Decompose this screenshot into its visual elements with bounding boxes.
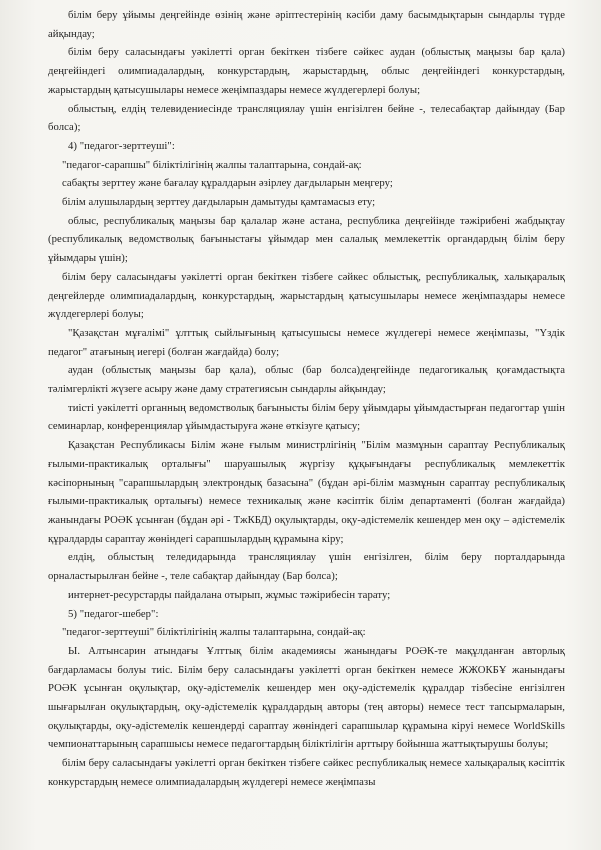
paragraph-7: білім алушылардың зерттеу дағдыларын дамытуды қамтамасыз ету; — [62, 196, 376, 209]
paragraph-18: Ы. Алтынсарин атындағы Ұлттық білім академиясы жанындағы РОӘК-те мақұлданған авторлық бағдарламасы болуы тиіс. Білім беру саласындағы уәкілетті орган бекіткен немесе ЖЖОКБҰ жанындағы РОӘК ұсынған оқулықтар, оқу-әдістемелік кешендер мен оқу-әдістемелік құралдар тізбесіне енгізілген шығарылған оқулықтардың, оқу-әдістемелік құралдардың авторы (тең авторы) немесе тест тапсырмаларын, оқулықтарды, оқу-әдістемелік кешендердi сараптау жөніндегі сарапшылар құрамына кіруі немесе WorldSkills чемпионаттарының сарапшысы немесе педагогтардың біліктілігін арттыру бойынша жаттықтырушы болуы; — [48, 644, 565, 751]
paragraph-11: аудан (облыстық маңызы бар қала), облыс (бар болса)деңгейінде педагогикалық қоғамдастықта тәлімгерлікті жүзеге асыру және даму стратегиясын сындарлы айқындау; — [48, 364, 565, 396]
paragraph-12: тиісті уәкілетті органның ведомстволық бағынысты білім беру ұйымдары ұйымдастырған педагогтар үшін семинарлар, конференциялар ұйымдастыруға және өткізуге қатысу; — [48, 401, 565, 433]
paragraph-5: "педагог-сарапшы" біліктілігінің жалпы талаптарына, сондай-ақ: — [62, 158, 362, 171]
paragraph-15: интернет-ресурстарды пайдалана отырып, жұмыс тәжірибесін тарату; — [68, 588, 391, 601]
paragraph-8: облыс, республикалық маңызы бар қалалар және астана, республика деңгейінде тәжірибені жабдықтау (республикалық ведомстволық бағыныстағы ұйымдар мен салалық мемлекеттік органдардың білім беру ұйымдары үшін); — [48, 214, 565, 265]
section-heading-4: 4) "педагог-зерттеуші": — [68, 139, 175, 152]
paragraph-13: Қазақстан Республикасы Білім және ғылым министрлігінің "Білім мазмұнын сараптау Республикалық ғылыми-практикалық орталығы" шаруашылық жүргізу құқығындағы республикалық мемлекеттік кәсіпорнының "сарапшылардың электрондық базасына" (бұдан әрі-білім мазмұнын сараптау республикалық ғылыми-практикалық орталығы) немесе техникалық және кәсіптік білім департаменті (болған жағдайда) жанындағы РОӘК ұсынған (бұдан әрі - ТжКБД) оқулықтарды, оқу-әдістемелік кешендер мен оқу – әдістемелік құралдарды сараптау жөніндегі сарапшылардың құрамына кіру; — [48, 439, 565, 545]
paragraph-10: "Қазақстан мұғалімі" ұлттық сыйлығының қатысушысы немесе жүлдегері немесе жеңімпазы, "Үздік педагог" атағының иегері (болған жағдайда) болу; — [48, 326, 565, 358]
section-heading-5: 5) "педагог-шебер": — [68, 607, 159, 620]
paragraph-1: білім беру ұйымы деңгейінде өзінің және әріптестерінің кәсіби даму басымдықтарын сындарлы түрде айқындау; — [48, 9, 565, 40]
paragraph-9: білім беру саласындағы уәкілетті орган бекіткен тізбеге сәйкес облыстық, республикалық, халықаралық деңгейлерде олимпиадалардың, конкурстардың, жарыстардың қатысушылары немесе жеңімпаздары немесе жүлдегерлері болуы; — [48, 270, 565, 321]
paragraph-3: облыстың, елдің телевидениесінде трансляциялау үшін енгізілген бейне -, телесабақтар дайындау (Бар болса); — [48, 102, 565, 134]
paragraph-14: елдің, облыстың теледидарында трансляциялау үшін енгізілген, білім беру порталдарында орналастырылған бейне -, теле сабақтар дайындау (Бар болса); — [48, 551, 565, 583]
paragraph-17: "педагог-зерттеуші" біліктілігінің жалпы талаптарына, сондай-ақ: — [62, 626, 366, 639]
paragraph-19: білім беру саласындағы уәкілетті орган бекіткен тізбеге сәйкес республикалық немесе халықаралық кәсіптік конкурстардың немесе олимпиадалардың жүлдегері немесе жеңімпазы — [48, 757, 565, 788]
paragraph-2: білім беру саласындағы уәкілетті орган бекіткен тізбеге сәйкес аудан (облыстық маңызы бар қала) деңгейіндегі олимпиадалардың, конкурстардың, жарыстардың, облыс деңгейіндегі конкурстардың, жарыстардың қатысушылары немесе жеңімпаздары немесе жүлдегерлері болуы; — [48, 46, 565, 96]
paragraph-6: сабақты зерттеу және бағалау құралдарын әзірлеу дағдыларын меңгеру; — [62, 177, 393, 190]
